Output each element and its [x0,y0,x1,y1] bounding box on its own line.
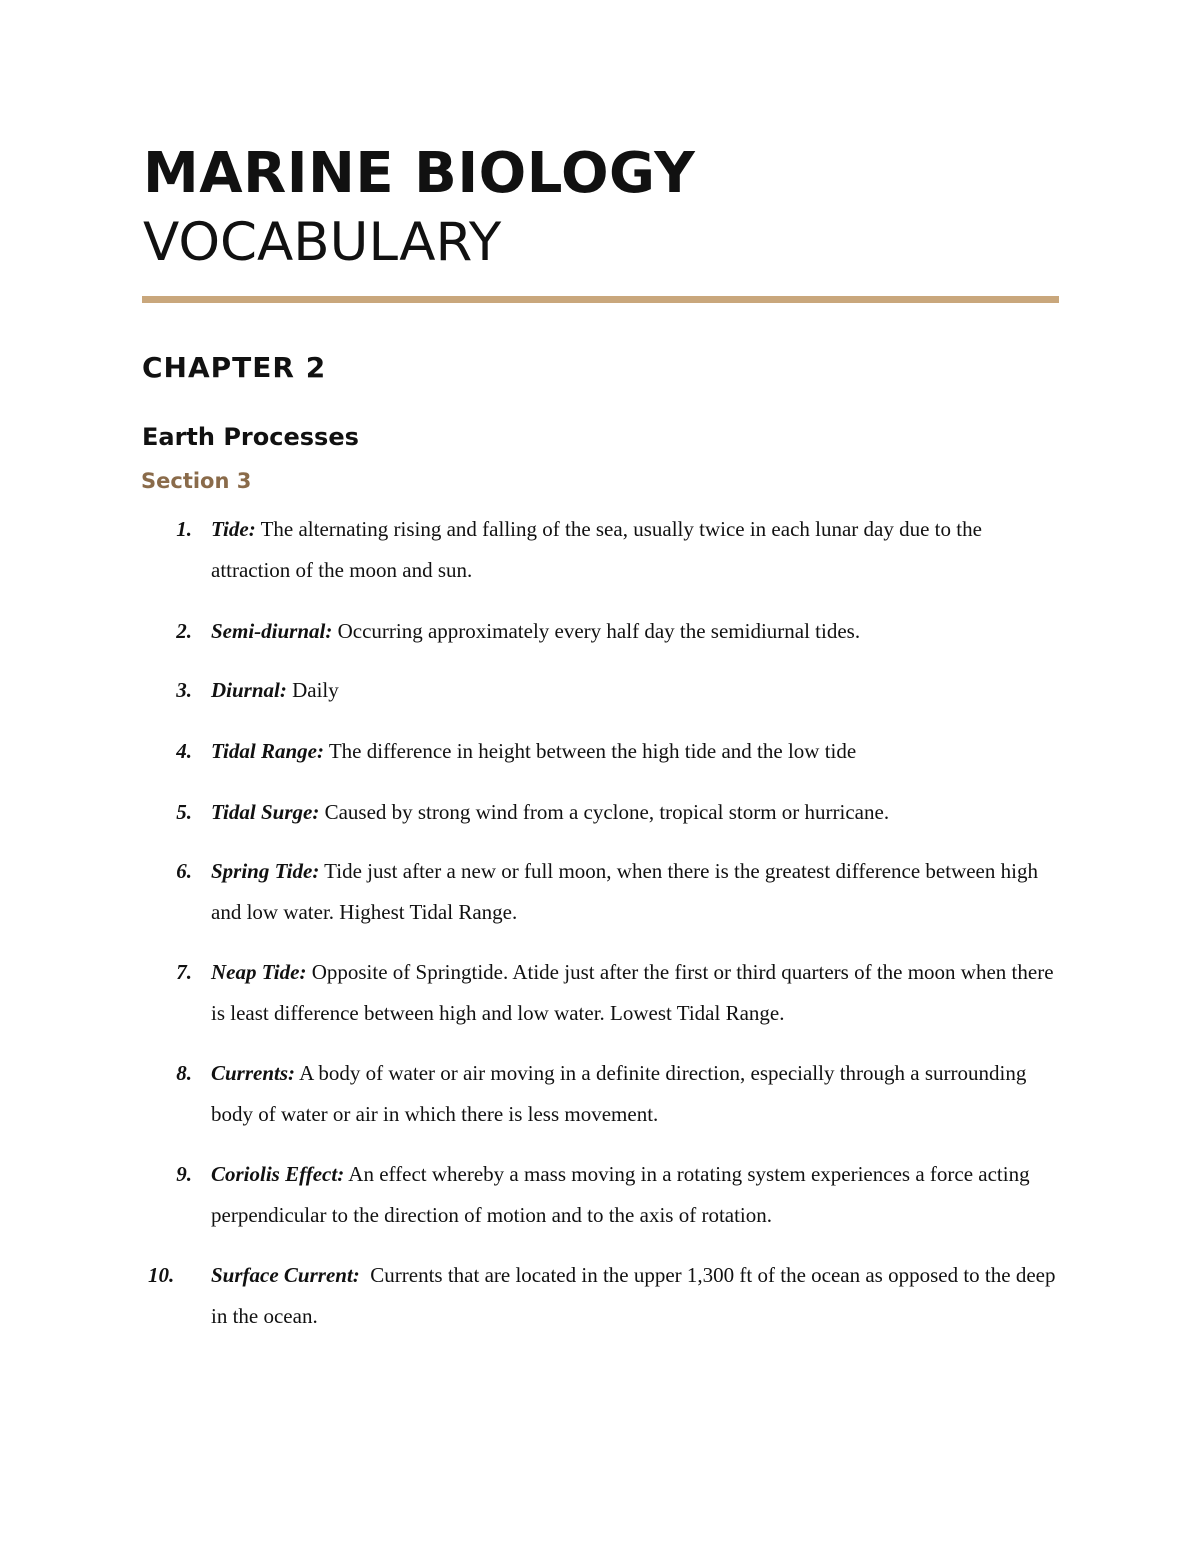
item-number: 7. [176,960,192,984]
item-entry [211,1154,1061,1236]
item-term: Surface Current: [211,1263,360,1287]
item-term: Currents: [211,1061,296,1085]
document-subtitle: VOCABULARY [143,212,502,273]
item-entry [211,509,1061,591]
item-definition: The alternating rising and falling of the sea, usually twice in each lunar day due to the attraction of the moon and sun. [211,517,982,582]
item-definition: A body of water or air moving in a definite direction, especially through a surrounding body of water or air in which there is less movement. [211,1061,1027,1126]
item-definition: Opposite of Springtide. Atide just after the first or third quarters of the moon when there is least difference between high and low water. Lowest Tidal Range. [211,960,1054,1025]
item-number: 2. [176,619,192,643]
item-term: Tidal Range: [211,739,324,763]
item-number: 6. [176,859,192,883]
item-term: Coriolis Effect: [211,1162,345,1186]
item-entry [211,731,1061,772]
item-term: Semi-diurnal: [211,619,333,643]
item-term: Tidal Surge: [211,800,320,824]
item-definition: The difference in height between the high tide and the low tide [323,739,857,763]
item-definition: Occurring approximately every half day the semidiurnal tides. [332,619,861,643]
section-heading: Section 3 [141,469,252,493]
item-number: 9. [176,1162,192,1186]
item-definition: Daily [286,678,339,702]
item-term: Neap Tide: [211,960,307,984]
item-number: 3. [176,678,192,702]
item-definition: Caused by strong wind from a cyclone, tropical storm or hurricane. [319,800,890,824]
chapter-heading: CHAPTER 2 [142,351,327,384]
item-entry [211,611,1061,652]
item-entry [211,1255,1061,1337]
item-number: 10. [148,1263,175,1287]
item-number: 1. [176,517,192,541]
item-definition: An effect whereby a mass moving in a rotating system experiences a force acting perpendicular to the direction of motion and to the axis of rotation. [211,1162,1030,1227]
document-title: MARINE BIOLOGY [143,141,696,206]
item-entry [211,952,1061,1034]
item-definition: Tide just after a new or full moon, when there is the greatest difference between high and low water. Highest Tidal Range. [211,859,1038,924]
item-entry [211,792,1061,833]
item-entry [211,670,1061,711]
item-definition: Currents that are located in the upper 1,300 ft of the ocean as opposed to the deep in the ocean. [211,1263,1061,1328]
item-number: 5. [176,800,192,824]
item-number: 8. [176,1061,192,1085]
item-term: Spring Tide: [211,859,320,883]
item-term: Tide: [211,517,256,541]
title-divider [142,296,1059,303]
item-entry [211,851,1061,933]
topic-heading: Earth Processes [142,423,359,451]
item-term: Diurnal: [211,678,287,702]
item-entry [211,1053,1061,1135]
item-number: 4. [176,739,192,763]
